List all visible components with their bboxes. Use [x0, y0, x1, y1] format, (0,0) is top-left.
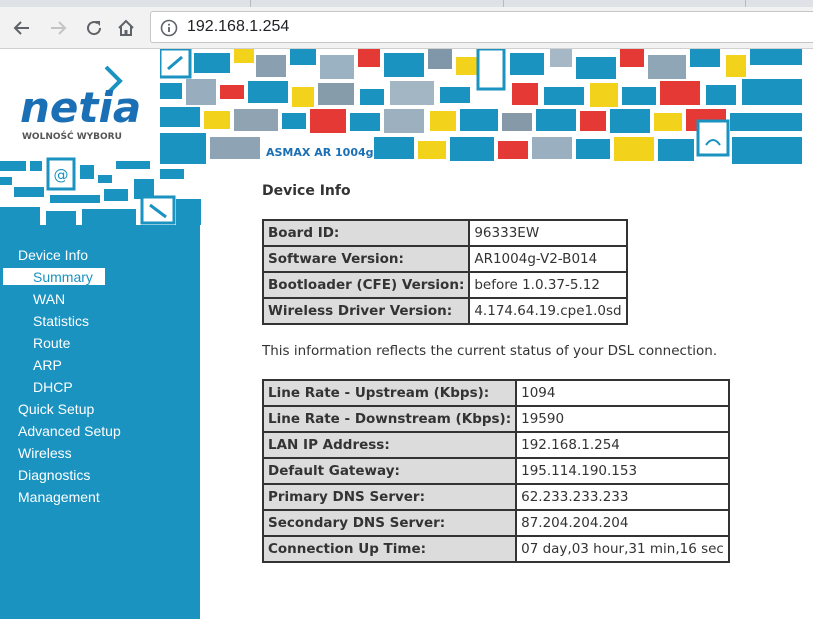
table-row: [263, 484, 729, 510]
forward-button[interactable]: [45, 15, 71, 41]
reload-icon: [84, 18, 104, 38]
banner-mosaic: [160, 49, 802, 164]
model-label: ASMAX AR 1004g: [266, 146, 374, 159]
sidebar-item-statistics[interactable]: Statistics: [33, 313, 90, 329]
header-banner: [160, 49, 802, 164]
arrow-left-icon: [12, 18, 32, 38]
table-row: [263, 406, 729, 432]
default-gateway-label: Default Gateway:: [263, 458, 516, 484]
table-row: [263, 458, 729, 484]
connection-uptime-value: 07 day,03 hour,31 min,16 sec: [516, 536, 729, 562]
back-button[interactable]: [9, 15, 35, 41]
tab-divider: [745, 0, 746, 7]
device-info-table: [262, 219, 628, 325]
sidebar-item-wireless[interactable]: Wireless: [18, 445, 72, 461]
bootloader-version-value: before 1.0.37-5.12: [469, 272, 626, 298]
home-button[interactable]: [113, 15, 139, 41]
table-row: [263, 432, 729, 458]
primary-dns-label: Primary DNS Server:: [263, 484, 516, 510]
connection-status-table: [262, 379, 730, 563]
connection-uptime-label: Connection Up Time:: [263, 536, 516, 562]
bootloader-version-label: Bootloader (CFE) Version:: [263, 272, 469, 298]
upstream-rate-label: Line Rate - Upstream (Kbps):: [263, 380, 516, 406]
sidebar-item-management[interactable]: Management: [18, 489, 100, 505]
table-row: [263, 246, 627, 272]
wireless-driver-version-label: Wireless Driver Version:: [263, 298, 469, 324]
downstream-rate-label: Line Rate - Downstream (Kbps):: [263, 406, 516, 432]
tab-divider: [503, 0, 504, 7]
sidebar-item-summary[interactable]: Summary: [33, 269, 93, 285]
at-icon: @: [53, 166, 69, 184]
tab-divider: [250, 0, 251, 7]
info-icon[interactable]: [160, 19, 178, 37]
table-row: [263, 536, 729, 562]
wireless-driver-version-value: 4.174.64.19.cpe1.0sd: [469, 298, 626, 324]
upstream-rate-value: 1094: [516, 380, 729, 406]
sidebar-item-wan[interactable]: WAN: [33, 291, 66, 307]
arrow-right-icon: [48, 18, 68, 38]
sidebar-item-dhcp[interactable]: DHCP: [33, 379, 73, 395]
table-row: [263, 220, 627, 246]
table-row: [263, 510, 729, 536]
page-title: Device Info: [262, 183, 351, 199]
lan-ip-label: LAN IP Address:: [263, 432, 516, 458]
reload-button[interactable]: [81, 15, 107, 41]
sidebar-item-diagnostics[interactable]: Diagnostics: [18, 467, 91, 483]
downstream-rate-value: 19590: [516, 406, 729, 432]
lan-ip-value: 192.168.1.254: [516, 432, 729, 458]
default-gateway-value: 195.114.190.153: [516, 458, 729, 484]
sidebar-item-device-info[interactable]: Device Info: [18, 247, 89, 263]
browser-toolbar: [0, 7, 813, 49]
home-icon: [116, 18, 136, 38]
secondary-dns-label: Secondary DNS Server:: [263, 510, 516, 536]
svg-text:netia: netia: [20, 83, 142, 132]
address-bar[interactable]: [150, 11, 813, 43]
sidebar-item-quick-setup[interactable]: Quick Setup: [18, 401, 95, 417]
table-row: [263, 380, 729, 406]
table-row: [263, 298, 627, 324]
software-version-value: AR1004g-V2-B014: [469, 246, 626, 272]
sidebar-item-advanced-setup[interactable]: Advanced Setup: [18, 423, 121, 439]
table-row: [263, 272, 627, 298]
board-id-label: Board ID:: [263, 220, 469, 246]
tab-strip: [0, 0, 813, 7]
sidebar-item-arp[interactable]: ARP: [33, 357, 62, 373]
software-version-label: Software Version:: [263, 246, 469, 272]
primary-dns-value: 62.233.233.233: [516, 484, 729, 510]
sidebar-item-route[interactable]: Route: [33, 335, 71, 351]
secondary-dns-value: 87.204.204.204: [516, 510, 729, 536]
status-note: This information reflects the current status of your DSL connection.: [262, 343, 718, 359]
url-text[interactable]: 192.168.1.254: [187, 18, 290, 35]
svg-text:WOLNOŚĆ WYBORU: WOLNOŚĆ WYBORU: [22, 132, 122, 142]
board-id-value: 96333EW: [469, 220, 626, 246]
